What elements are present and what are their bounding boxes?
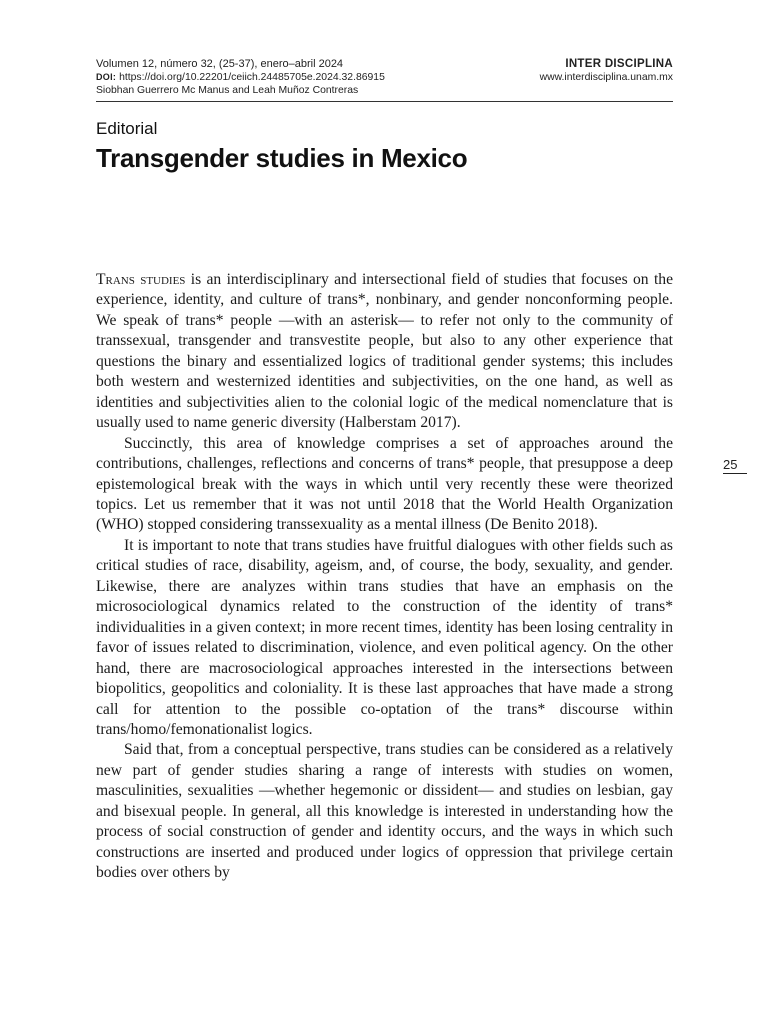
doi-label: DOI: xyxy=(96,72,117,82)
authors-line: Siobhan Guerrero Mc Manus and Leah Muñoz Contreras xyxy=(96,85,359,96)
doi-line xyxy=(96,71,385,84)
page-number: 25 xyxy=(723,457,747,474)
paragraph-2: Succinctly, this area of knowledge comprises a set of approaches around the contributions, challenges, reflections and concerns of trans* people, that presuppose a deep epistemological break with the ways in which until very recently these were theorized topics. Let us remember that it was not until 2018 that the World Health Organization (WHO) stopped considering transsexuality as a mental illness (De Benito 2018). xyxy=(96,434,673,534)
paragraph-1-text: is an interdisciplinary and intersectional field of studies that focuses on the experience, identity, and culture of trans*, nonbinary, and gender nonconforming people. We speak of trans* people —with an asterisk— to refer not only to the community of transsexual, transgender and transvestite people, but also to any other experience that questions the binary and essentialized logics of traditional gender systems; this includes both western and westernized identities and subjectivities, on the one hand, as well as identities and subjectivities alien to the colonial logic of the medical nomenclature that is usually used to name generic diversity (Halberstam 2017). xyxy=(96,271,673,432)
doi-link[interactable]: https://doi.org/10.22201/ceiich.24485705e.2024.32.86915 xyxy=(119,72,385,83)
header-rule xyxy=(96,101,673,102)
journal-name: INTER DISCIPLINA xyxy=(565,58,673,70)
section-label: Editorial xyxy=(96,119,158,138)
paragraph-1 xyxy=(96,270,673,434)
paragraph-1-lead: Trans studies xyxy=(96,271,186,288)
article-body xyxy=(96,270,673,884)
journal-url[interactable]: www.interdisciplina.unam.mx xyxy=(539,72,673,83)
volume-line: Volumen 12, número 32, (25-37), enero–abril 2024 xyxy=(96,58,344,70)
paragraph-3: It is important to note that trans studies have fruitful dialogues with other fields such as critical studies of race, disability, ageism, and, of course, the body, sexuality, and gender. Likewise, there are analyzes within trans studies that have an emphasis on the microsociological dynamics related to the construction of the identity of trans* individualities in a given context; in more recent times, identity has been losing centrality in favor of issues related to discrimination, violence, and even political agency. On the other hand, there are macrosociological approaches interested in the intersections between biopolitics, geopolitics and coloniality. It is these last approaches that have made a strong call for attention to the possible co-optation of the trans* discourse within trans/homo/femonationalist logics. xyxy=(96,536,673,738)
paragraph-4: Said that, from a conceptual perspective, trans studies can be considered as a relatively new part of gender studies sharing a range of interests with studies on women, masculinities, sexualities —whether hegemonic or dissident— and studies on lesbian, gay and bisexual people. In general, all this knowledge is interested in understanding how the process of social construction of gender and identity occurs, and the ways in which such constructions are inserted and produced under logics of oppression that privilege certain bodies over others by xyxy=(96,741,673,882)
article-title: Transgender studies in Mexico xyxy=(96,143,468,173)
journal-info xyxy=(540,58,673,84)
issue-info xyxy=(96,58,385,97)
